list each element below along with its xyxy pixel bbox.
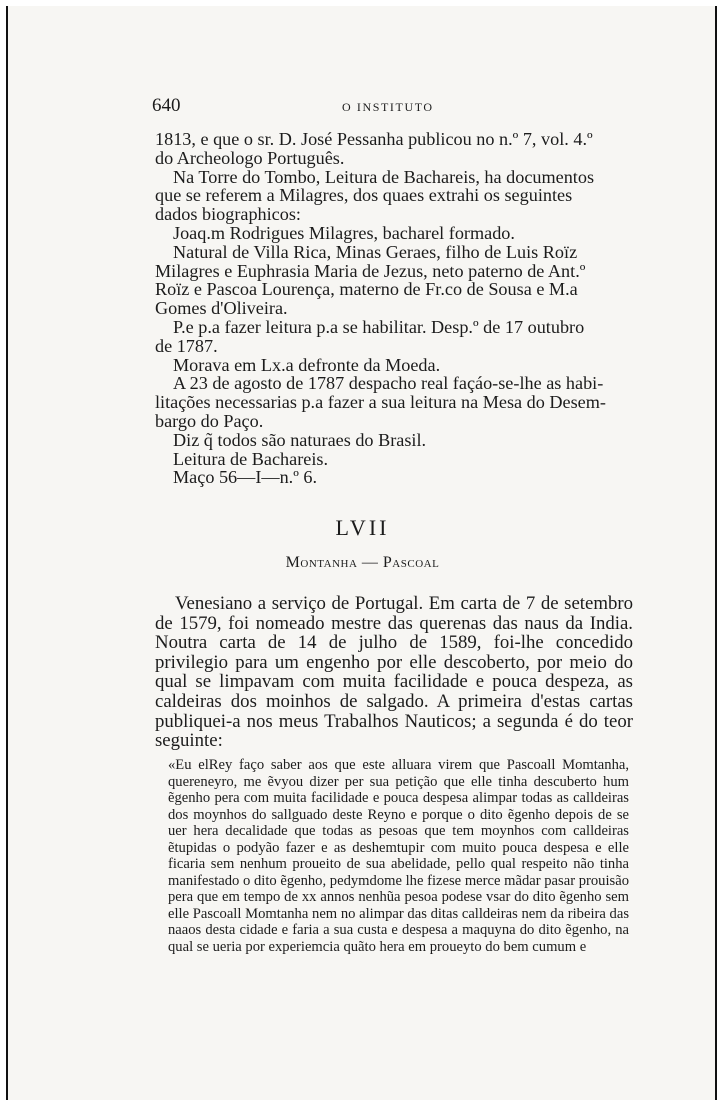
- entry-lvi-line: do Archeologo Português.: [155, 147, 345, 168]
- entry-lvii-paragraph: Venesiano a serviço de Portugal. Em carta de 7 de setembro de 1579, foi nomeado mestre das querenas das naus da India. Noutra carta de 14 de julho de 1589, foi-lhe concedido privilegio para um engenho por elle descoberto, por meio do qual se limpavam com muita facilidade e pouca despeza, as caldeiras dos moinhos de salgado. A primeira d'estas cartas publiquei-a nos meus Trabalhos Nauticos; a segunda é do teor seguinte:: [155, 593, 633, 752]
- royal-charter-quotation: [168, 757, 629, 955]
- entry-lvi-line: Milagres e Euphrasia Maria de Jezus, neto paterno de Ant.º: [155, 260, 586, 281]
- entry-lvi-line: Na Torre do Tombo, Leitura de Bachareis, ha documentos: [173, 166, 595, 187]
- entry-lvi-line: que se referem a Milagres, dos quaes extrahi os seguintes: [155, 185, 573, 206]
- entry-lvi-line: Roïz e Pascoa Lourença, materno de Fr.co de Sousa e M.a: [155, 279, 578, 300]
- entry-lvi-line: Joaq.m Rodrigues Milagres, bacharel formado.: [173, 222, 515, 243]
- entry-lvi-line: Natural de Villa Rica, Minas Geraes, filho de Luis Roïz: [173, 241, 578, 262]
- entry-lvi-line: P.e p.a fazer leitura p.a se habilitar. Desp.º de 17 outubro: [173, 316, 585, 337]
- entry-lvii-text: [155, 594, 633, 751]
- entry-lvi-line: Maço 56—I—n.º 6.: [173, 467, 318, 488]
- entry-lvi-line: dados biographicos:: [155, 204, 301, 225]
- section-title: Montanha — Pascoal: [285, 554, 440, 571]
- entry-lvi-text: [155, 130, 633, 487]
- quotation-text: «Eu elRey faço saber aos que este alluara virem que Pascoall Momtanha, quereneyro, me ẽvyou dizer per sua petição que elle tinha descuberto hum ẽgenho pera com muita facilidade e pouca despesa alimpar todas as calldeiras dos moynhos do sallguado deste Reyno e porque o dito ẽgenho depois de se uer hera decalidade que todas as pesoas que tem moynhos com calldeiras ẽtupidas o podyão fazer e as deshemtupir com muito pouca despesa e elle ficaria sem nenhum proueito de sua abelidade, pello qual respeito não tinha manifestado o dito ẽgenho, pedymdome lhe fizese merce mãdar pasar prouisão pera que em tempo de xx annos nenhũa pesoa podese vsar do dito ẽgenho sem elle Pascoall Momtanha nem no alimpar das ditas calldeiras nem da ribeira das naaos desta cidade e faria a sua custa e despesa a maquyna do dito ẽgenho, na qual se ueria por experiemcia quãto hera em proueyto do bem cumum e: [168, 757, 629, 955]
- page-number: 640: [152, 95, 181, 116]
- page-header: [152, 97, 622, 119]
- entry-lvi-line: Diz q̃ todos são naturaes do Brasil.: [173, 429, 427, 450]
- entry-lvi-line: 1813, e que o sr. D. José Pessanha publicou no n.º 7, vol. 4.º: [155, 129, 593, 149]
- entry-lvi-line: litações necessarias p.a fazer a sua leitura na Mesa do Desem-: [155, 392, 606, 413]
- section-numeral: LVII: [335, 515, 390, 540]
- entry-lvi-line: A 23 de agosto de 1787 despacho real façáo-se-lhe as habi-: [173, 373, 604, 394]
- entry-lvi-line: Morava em Lx.a defronte da Moeda.: [173, 354, 441, 375]
- entry-lvi-line: Gomes d'Oliveira.: [155, 298, 288, 319]
- running-head: O INSTITUTO: [342, 100, 434, 114]
- entry-lvi-line: bargo do Paço.: [155, 410, 264, 431]
- entry-lvi-line: de 1787.: [155, 335, 218, 356]
- entry-lvi-line: Leitura de Bachareis.: [173, 448, 329, 469]
